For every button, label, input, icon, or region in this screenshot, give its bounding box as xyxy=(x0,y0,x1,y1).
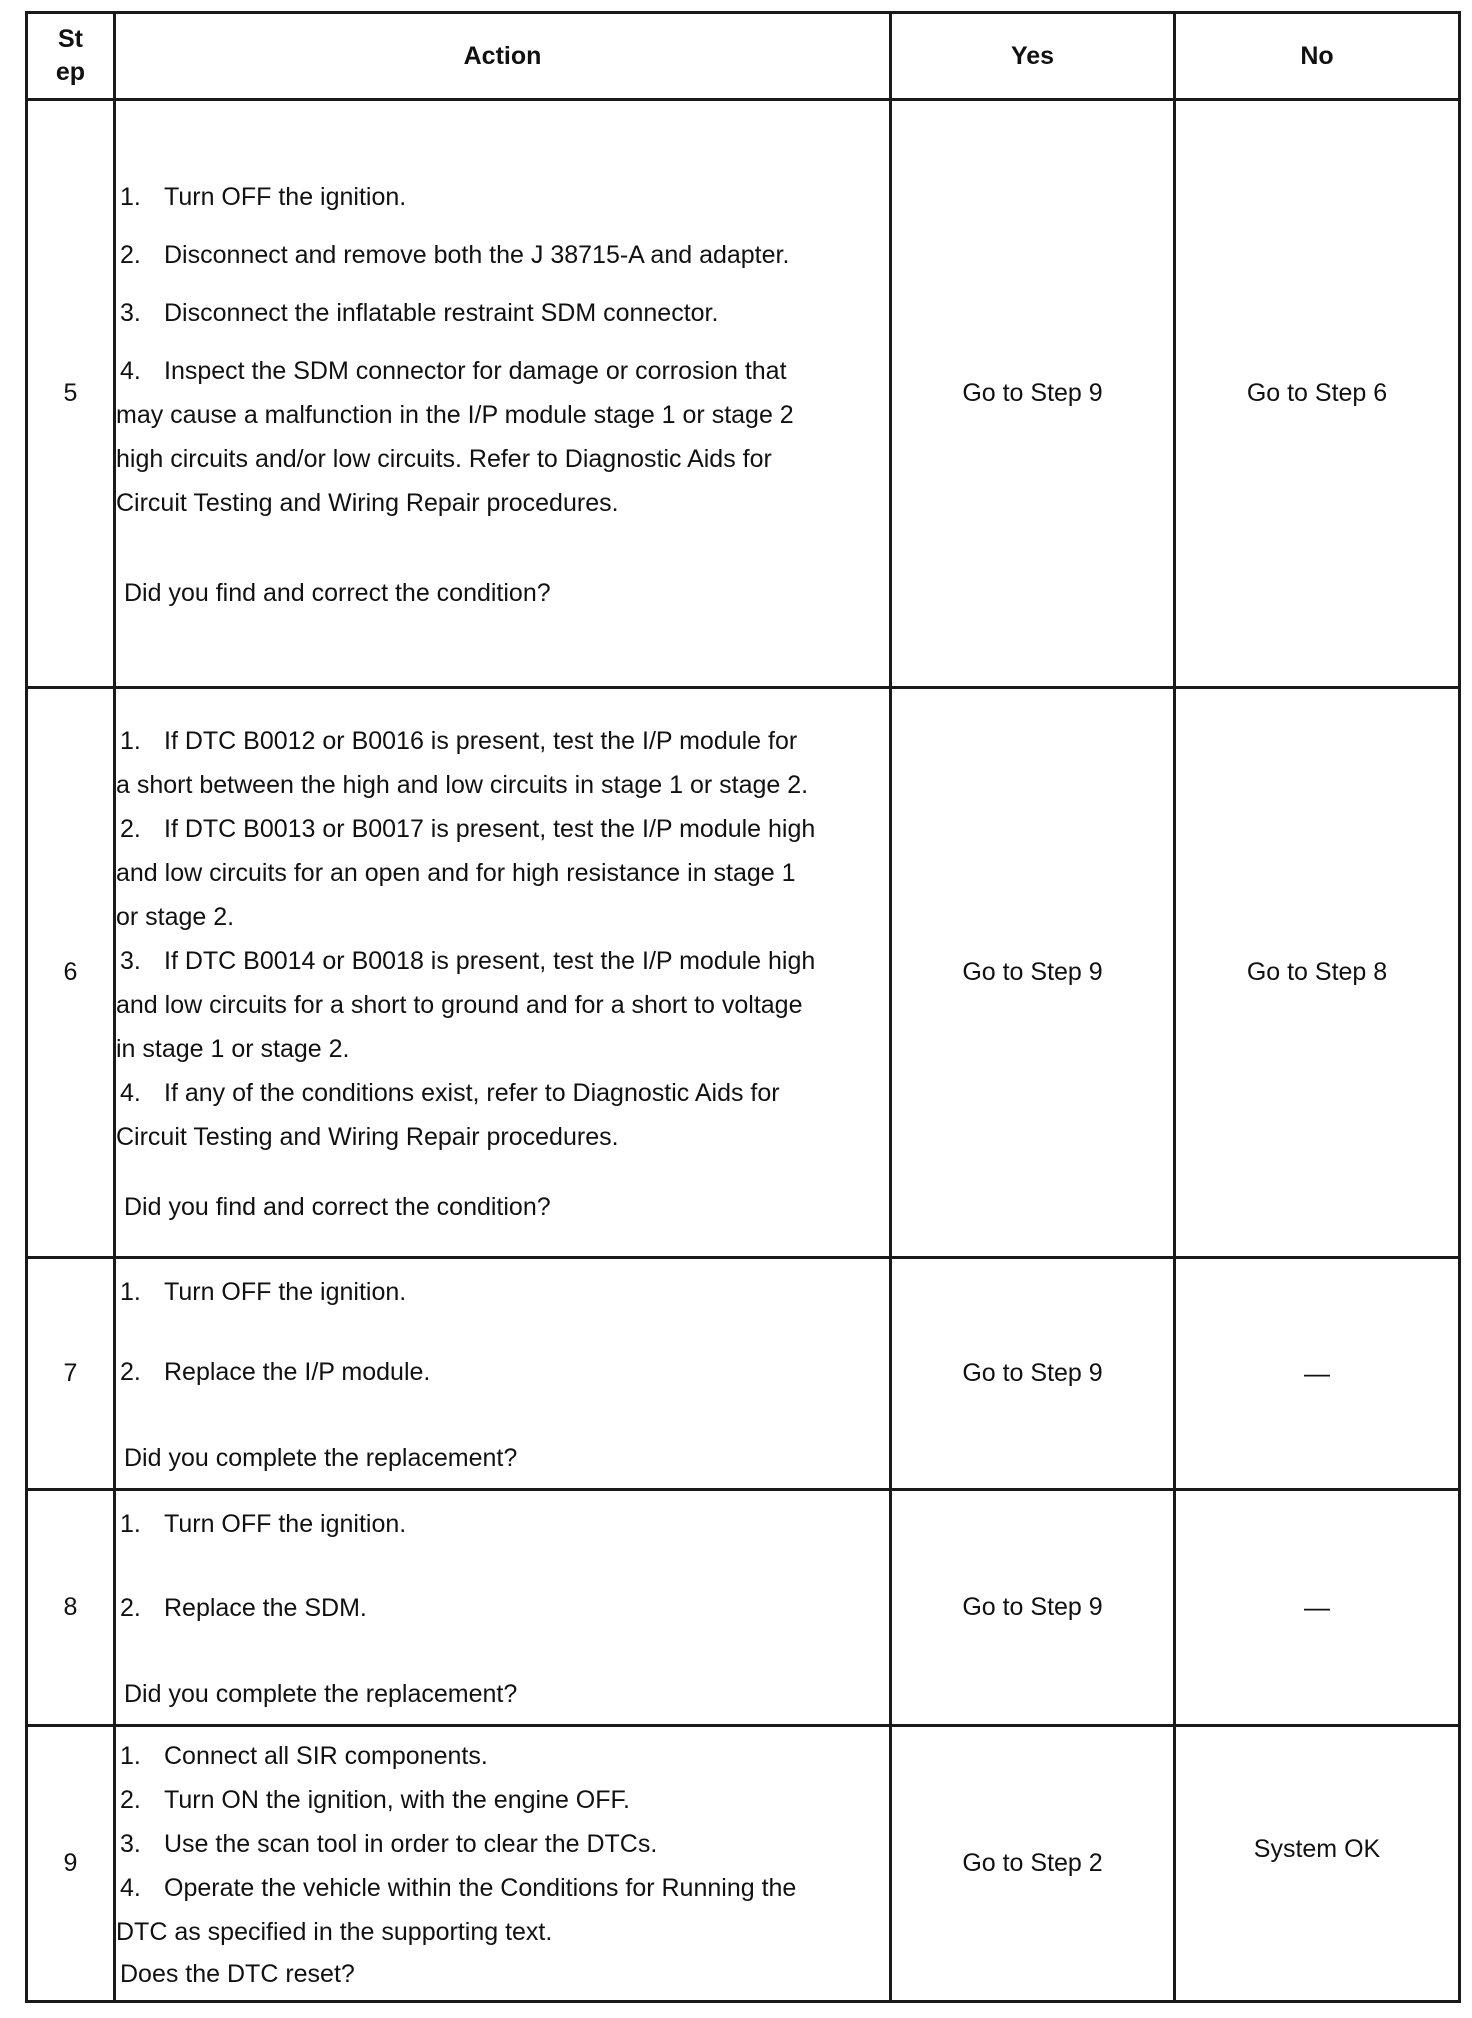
item-number: 3. xyxy=(120,298,141,327)
yes-result: Go to Step 9 xyxy=(891,100,1175,688)
step-number: 7 xyxy=(27,1258,115,1490)
item-text: If DTC B0014 or B0018 is present, test the I/P module high and low circuits for a short to ground and for a short to voltage in stage 1 or stage 2. xyxy=(116,946,816,1063)
item-number: 1. xyxy=(120,1741,141,1770)
item-text: Turn OFF the ignition. xyxy=(164,1277,407,1306)
item-number: 4. xyxy=(120,1078,141,1107)
item-number: 3. xyxy=(120,1829,141,1858)
item-number: 2. xyxy=(120,1593,141,1622)
action-cell xyxy=(115,1726,891,2002)
item-text: If DTC B0012 or B0016 is present, test the I/P module for a short between the high and low circuits in stage 1 or stage 2. xyxy=(116,726,809,799)
step-number: 5 xyxy=(27,100,115,688)
action-cell xyxy=(115,1490,891,1726)
yes-column-header: Yes xyxy=(891,13,1175,100)
item-number: 1. xyxy=(120,1509,141,1538)
step-number: 9 xyxy=(27,1726,115,2002)
action-item xyxy=(116,233,816,277)
action-item xyxy=(116,1502,816,1546)
no-column-header: No xyxy=(1175,13,1460,100)
action-item xyxy=(116,349,816,525)
item-number: 2. xyxy=(120,1785,141,1814)
item-text: Use the scan tool in order to clear the DTCs. xyxy=(164,1829,658,1858)
item-text: If any of the conditions exist, refer to Diagnostic Aids for Circuit Testing and Wiring Repair procedures. xyxy=(116,1078,780,1151)
item-text: Turn OFF the ignition. xyxy=(164,1509,407,1538)
item-number: 2. xyxy=(120,1357,141,1386)
item-number: 4. xyxy=(120,1873,141,1902)
header-row xyxy=(27,13,1460,100)
item-text: Disconnect and remove both the J 38715-A and adapter. xyxy=(164,240,790,269)
no-result: — xyxy=(1175,1490,1460,1726)
table-row-step-7 xyxy=(27,1258,1460,1490)
diagnostic-procedure-table xyxy=(25,11,1461,2003)
table-row-step-5 xyxy=(27,100,1460,688)
action-item xyxy=(116,1270,816,1314)
action-question: Does the DTC reset? xyxy=(120,1959,355,1988)
action-item xyxy=(116,719,816,807)
action-question: Did you find and correct the condition? xyxy=(124,1192,551,1221)
step-number: 8 xyxy=(27,1490,115,1726)
step-header-line1: St xyxy=(58,25,83,53)
action-question: Did you complete the replacement? xyxy=(124,1679,518,1708)
action-question: Did you find and correct the condition? xyxy=(124,578,551,607)
table-row-step-8 xyxy=(27,1490,1460,1726)
action-item xyxy=(116,1778,816,1822)
action-item xyxy=(116,1350,816,1394)
no-result: — xyxy=(1175,1258,1460,1490)
item-text: Turn ON the ignition, with the engine OFF. xyxy=(164,1785,630,1814)
action-item xyxy=(116,807,816,939)
no-result: Go to Step 6 xyxy=(1175,100,1460,688)
item-text: Replace the I/P module. xyxy=(164,1357,431,1386)
yes-result: Go to Step 2 xyxy=(891,1726,1175,2002)
item-number: 4. xyxy=(120,356,141,385)
action-item xyxy=(116,1822,816,1866)
item-text: Turn OFF the ignition. xyxy=(164,182,407,211)
table-row-step-6 xyxy=(27,688,1460,1258)
step-number: 6 xyxy=(27,688,115,1258)
yes-result: Go to Step 9 xyxy=(891,688,1175,1258)
action-item xyxy=(116,1586,816,1630)
action-cell xyxy=(115,688,891,1258)
no-result: System OK xyxy=(1175,1726,1460,2002)
item-number: 2. xyxy=(120,814,141,843)
yes-result: Go to Step 9 xyxy=(891,1490,1175,1726)
yes-result: Go to Step 9 xyxy=(891,1258,1175,1490)
action-column-header: Action xyxy=(115,13,891,100)
action-item xyxy=(116,175,816,219)
item-number: 2. xyxy=(120,240,141,269)
step-header-line2: ep xyxy=(55,58,86,86)
item-text: If DTC B0013 or B0017 is present, test the I/P module high and low circuits for an open and for high resistance in stage 1 or stage 2. xyxy=(116,814,816,931)
action-cell xyxy=(115,100,891,688)
action-item xyxy=(116,939,816,1071)
item-text: Operate the vehicle within the Conditions for Running the DTC as specified in the supporting text. xyxy=(116,1873,797,1946)
action-question: Did you complete the replacement? xyxy=(124,1443,518,1472)
action-item xyxy=(116,1071,816,1159)
item-number: 1. xyxy=(120,726,141,755)
item-text: Inspect the SDM connector for damage or corrosion that may cause a malfunction in the I/P module stage 1 or stage 2 high circuits and/or low circuits. Refer to Diagnostic Aids for Circuit Testing and Wiring Repair procedures. xyxy=(116,356,794,517)
item-text: Disconnect the inflatable restraint SDM connector. xyxy=(164,298,719,327)
item-text: Connect all SIR components. xyxy=(164,1741,488,1770)
item-number: 1. xyxy=(120,182,141,211)
action-cell xyxy=(115,1258,891,1490)
step-column-header xyxy=(27,13,115,100)
item-number: 1. xyxy=(120,1277,141,1306)
no-result: Go to Step 8 xyxy=(1175,688,1460,1258)
action-item xyxy=(116,1734,816,1778)
action-item xyxy=(116,291,816,335)
item-text: Replace the SDM. xyxy=(164,1593,367,1622)
table-row-step-9 xyxy=(27,1726,1460,2002)
action-item xyxy=(116,1866,816,1954)
item-number: 3. xyxy=(120,946,141,975)
